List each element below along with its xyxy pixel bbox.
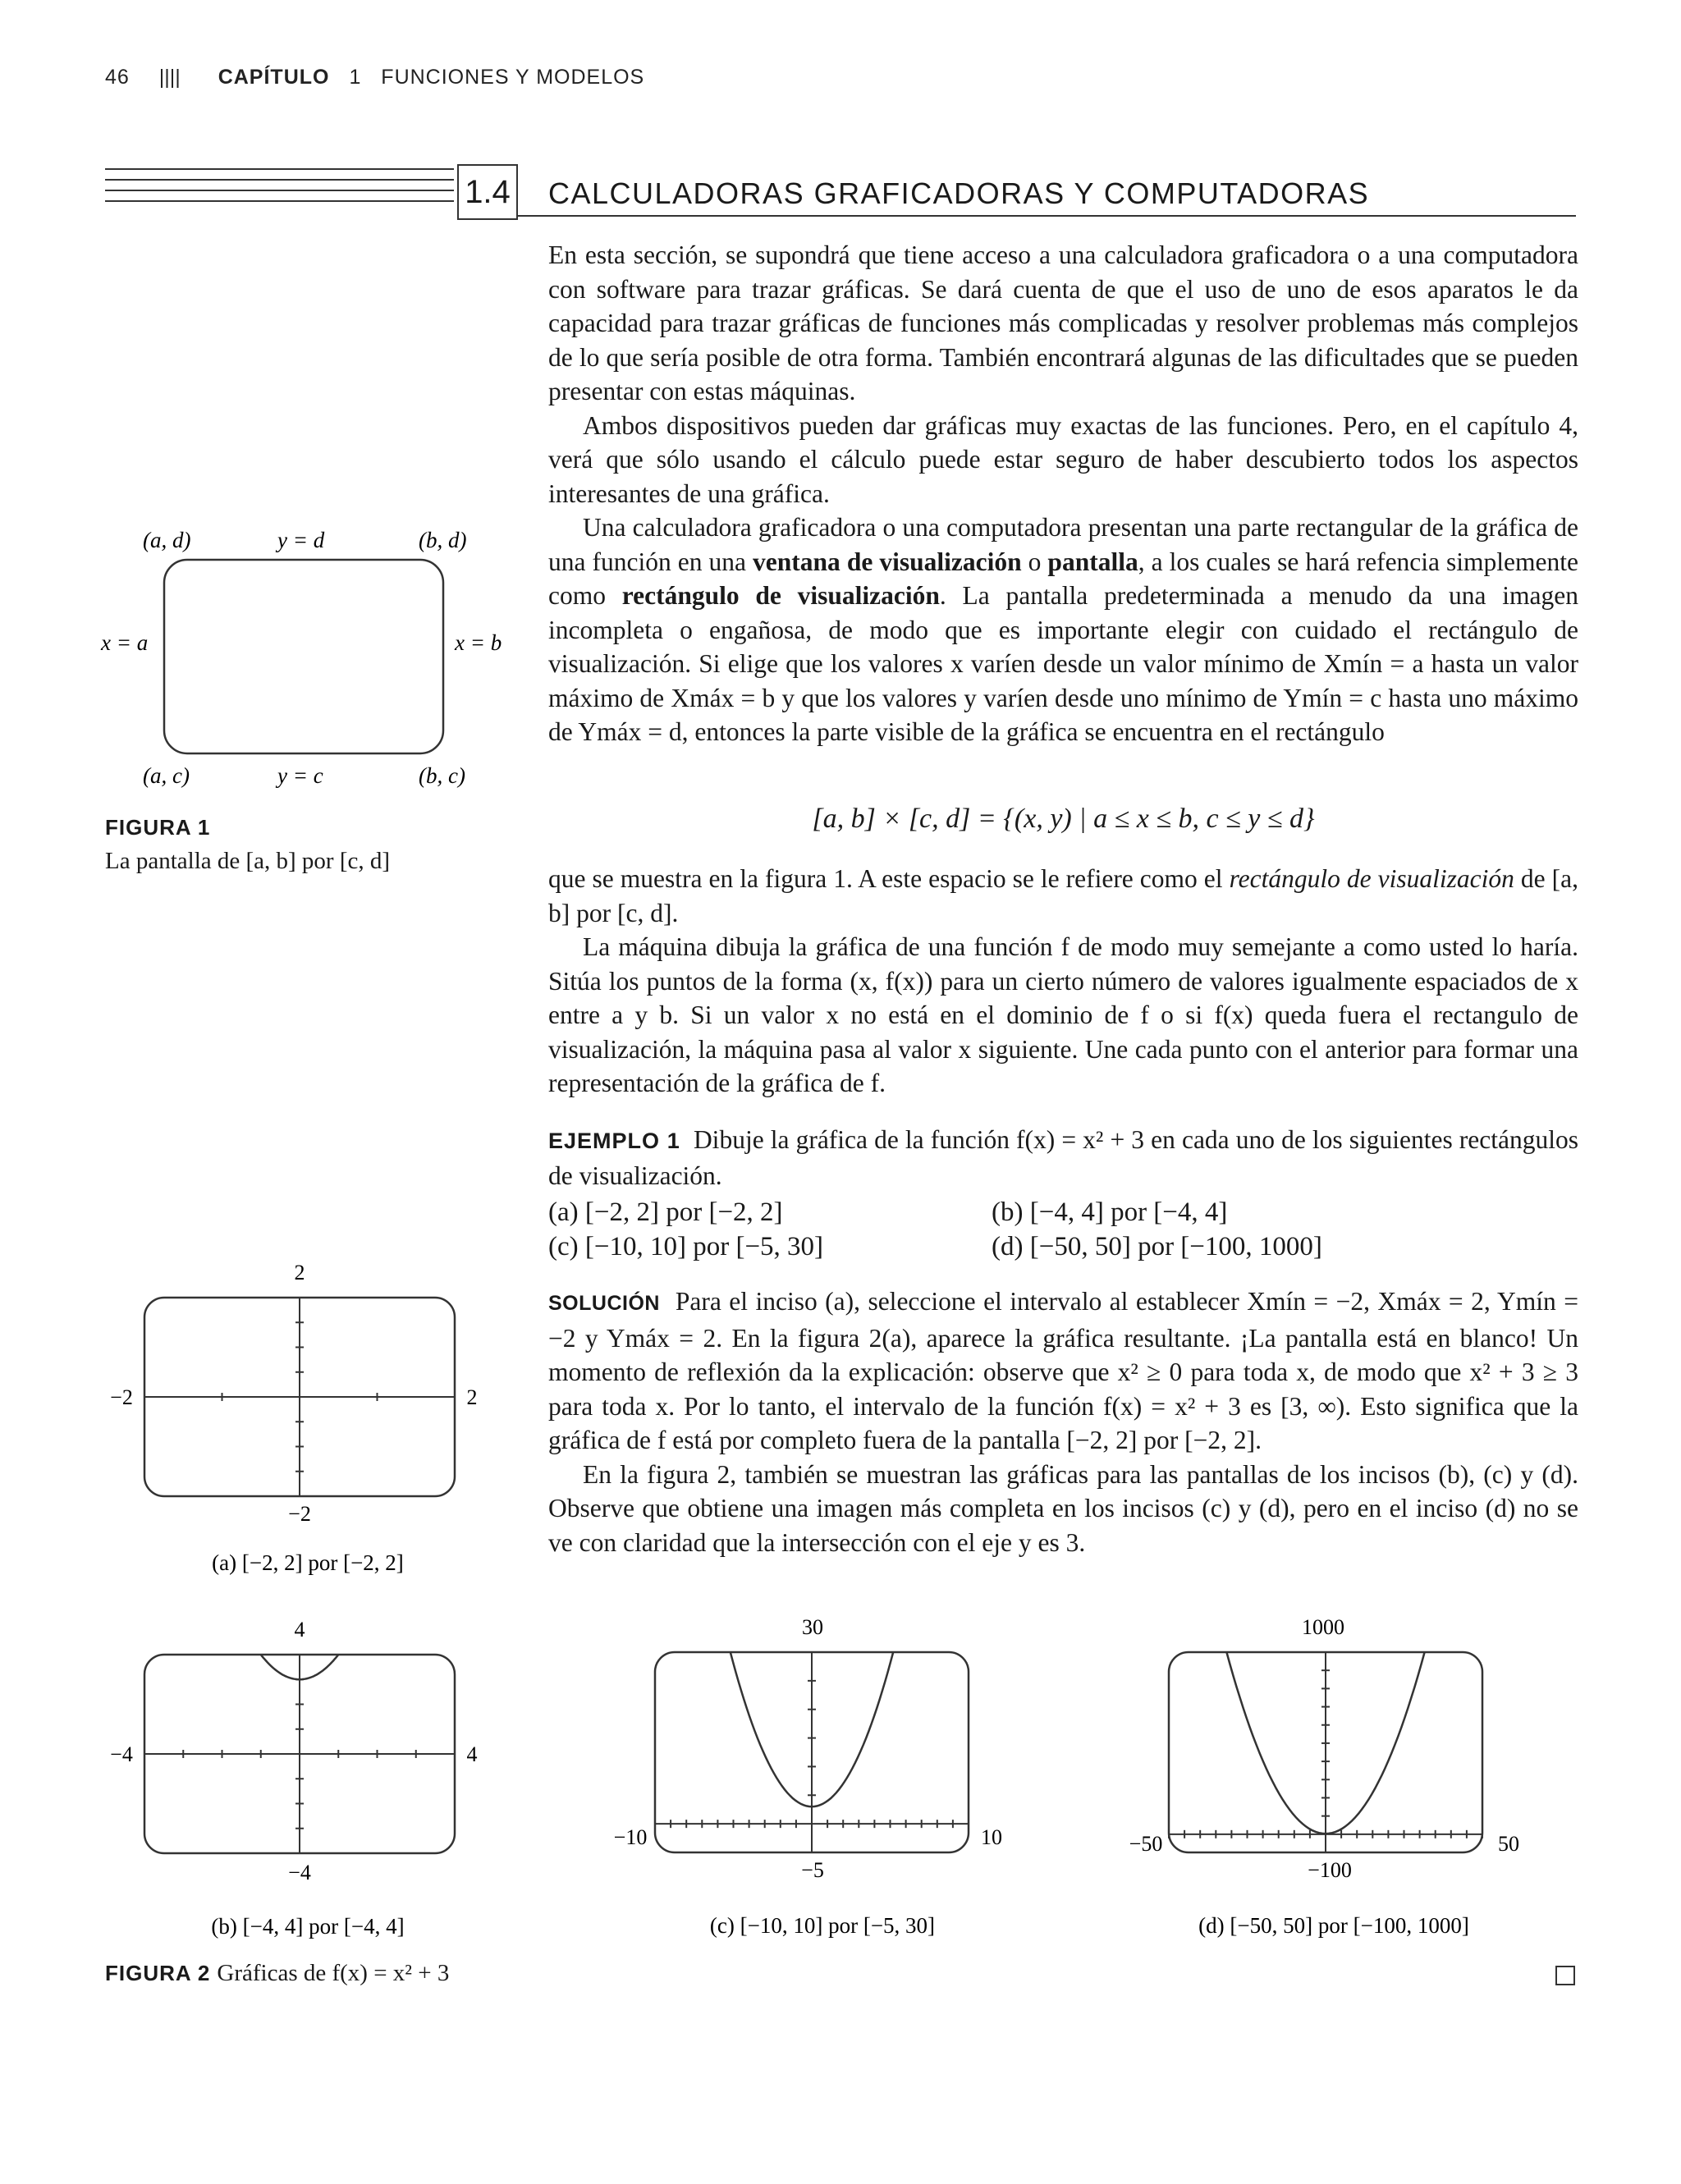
term-rectangulo: rectángulo de visualización xyxy=(621,581,940,610)
panel-b-bottom-label: −4 xyxy=(288,1861,311,1884)
label-y-c: y = c xyxy=(277,763,323,788)
solution-block xyxy=(548,1284,1578,1559)
paragraph-3: Una calculadora graficadora o una computadora presentan una parte rectangular de la gráfica de una función en una ventana de visualización o pantalla, a los cuales se hará refencia simplemente como rectángulo de visualización. La pantalla predeterminada a menudo da una imagen incompleta o engañosa, de modo que es importante elegir con cuidado el rectángulo de visualización. Si elige que los valores x varíen desde un valor mínimo de Xmín = a hasta un valor máximo de Xmáx = b y que los valores y varíen desde uno mínimo de Ymín = c hasta uno máximo de Ymáx = d, entonces la parte visible de la gráfica se encuentra en el rectángulo xyxy=(548,513,1579,746)
label-a-d: (a, d) xyxy=(143,528,191,552)
chapter-number: 1 xyxy=(349,66,362,89)
panel-b-caption: (b) [−4, 4] por [−4, 4] xyxy=(211,1914,405,1939)
panel-d-top-label: 1000 xyxy=(1302,1615,1344,1639)
panel-d-bottom-label: −100 xyxy=(1308,1858,1352,1882)
term-pantalla: pantalla xyxy=(1047,547,1138,576)
paragraph-4: que se muestra en la figura 1. A este espacio se le refiere como el rectángulo de visualización de [a, b] por [c, d]. xyxy=(548,864,1578,927)
term-ventana: ventana de visualización xyxy=(753,547,1022,576)
label-y-d: y = d xyxy=(277,528,325,552)
panel-a xyxy=(90,1260,501,1580)
section-decorative-lines xyxy=(105,168,454,217)
label-x-b: x = b xyxy=(455,630,502,655)
panel-b-axes xyxy=(144,1655,455,1853)
panel-d-left-label: −50 xyxy=(1129,1832,1163,1856)
body-text-top xyxy=(548,238,1578,749)
label-a-c: (a, c) xyxy=(143,763,190,788)
figure-1-diagram xyxy=(90,525,517,788)
header-bars: |||| xyxy=(158,66,181,89)
panel-c-bottom-label: −5 xyxy=(801,1858,824,1882)
section-rule xyxy=(517,215,1576,217)
figure-1-label: FIGURA 1 xyxy=(105,815,211,840)
chapter-title: FUNCIONES Y MODELOS xyxy=(381,66,645,89)
formula-rectangle: [a, b] × [c, d] = {(x, y) | a ≤ x ≤ b, c ≤ y ≤ d} xyxy=(812,804,1315,834)
label-x-a: x = a xyxy=(101,630,149,655)
term-rectangulo-italic: rectángulo de visualización xyxy=(1229,864,1514,893)
panel-b-top-label: 4 xyxy=(294,1618,305,1641)
panel-d-right-label: 50 xyxy=(1498,1832,1519,1856)
part-b: (b) [−4, 4] por [−4, 4] xyxy=(992,1197,1228,1227)
panel-c-caption: (c) [−10, 10] por [−5, 30] xyxy=(709,1913,936,1938)
paragraph-5: La máquina dibuja la gráfica de una función f de modo muy semejante a como usted lo haría. Sitúa los puntos de la forma (x, f(x)) para un cierto número de valores igualmente espaciados de x entre a y b. Si un valor x no está en el dominio de f o si f(x) queda fuera el rectangulo de visualización, la máquina pasa al valor x siguiente. Une cada punto con el anterior para formar una representación de la gráfica de f. xyxy=(548,932,1578,1097)
panel-b-left-label: −4 xyxy=(110,1742,133,1766)
label-b-d: (b, d) xyxy=(419,528,467,552)
panel-c-top-label: 30 xyxy=(802,1615,823,1639)
panel-c-left-label: −10 xyxy=(613,1825,648,1849)
panel-b xyxy=(90,1617,501,1945)
panel-a-axes xyxy=(144,1298,455,1496)
example-statement: EJEMPLO 1 Dibuje la gráfica de la función f(x) = x² + 3 en cada uno de los siguientes rectángulos de visualización. xyxy=(548,1125,1579,1190)
example-block xyxy=(548,1123,1578,1193)
panel-d-axes xyxy=(1169,1652,1482,1852)
panel-a-caption: (a) [−2, 2] por [−2, 2] xyxy=(212,1550,404,1575)
panel-a-top-label: 2 xyxy=(294,1261,305,1284)
running-header xyxy=(105,66,644,89)
paragraph-1: En esta sección, se supondrá que tiene acceso a una calculadora graficadora o a una computadora con software para trazar gráficas. Se dará cuenta de que el uso de uno de esos aparatos le da capacidad para trazar gráficas de funciones más complicadas y resolver problemas más complejos de lo que sería posible de otra forma. También encontrará algunas de las dificultades que se pueden presentar con estas máquinas. xyxy=(548,240,1578,405)
panel-a-right-label: 2 xyxy=(466,1385,478,1409)
page-number: 46 xyxy=(105,66,130,89)
example-label: EJEMPLO 1 xyxy=(548,1129,680,1153)
solution-paragraph-2: En la figura 2, también se muestran las gráficas para las pantallas de los incisos (b), (c) y (d). Observe que obtiene una imagen más completa en los incisos (c) y (d), pero en el inciso (d) no se ve con claridad que la intersección con el eje y es 3. xyxy=(548,1459,1578,1557)
panel-c-axes xyxy=(655,1652,969,1852)
panel-c xyxy=(599,1613,1026,1945)
body-text-middle xyxy=(548,862,1578,1101)
panel-b-right-label: 4 xyxy=(466,1742,478,1766)
part-d: (d) [−50, 50] por [−100, 1000] xyxy=(992,1232,1322,1261)
panel-d xyxy=(1116,1613,1576,1945)
chapter-label: CAPÍTULO xyxy=(218,66,330,89)
label-b-c: (b, c) xyxy=(419,763,465,788)
figure-2-caption-line xyxy=(105,1960,449,1987)
viewing-rectangle xyxy=(164,560,443,753)
figure-1-caption: La pantalla de [a, b] por [c, d] xyxy=(105,848,391,874)
figure-2-label: FIGURA 2 xyxy=(105,1961,211,1985)
part-c: (c) [−10, 10] por [−5, 30] xyxy=(548,1232,824,1261)
paragraph-2: Ambos dispositivos pueden dar gráficas muy exactas de las funciones. Pero, en el capítulo 4, verá que sólo usando el cálculo puede estar seguro de haber descubierto todos los aspectos interesantes de una gráfica. xyxy=(548,410,1578,508)
figure-2-caption: Gráficas de f(x) = x² + 3 xyxy=(217,1960,450,1986)
panel-a-bottom-label: −2 xyxy=(288,1502,311,1526)
panel-a-left-label: −2 xyxy=(110,1385,133,1409)
section-title: CALCULADORAS GRAFICADORAS Y COMPUTADORAS xyxy=(548,176,1370,210)
solution-paragraph-1: SOLUCIÓN Para el inciso (a), seleccione el intervalo al establecer Xmín = −2, Xmáx = 2, Ymín = −2 y Ymáx = 2. En la figura 2(a), aparece la gráfica resultante. ¡La pantalla está en blanco! Un momento de reflexión da la explicación: observe que x² ≥ 0 para toda x, de modo que x² + 3 ≥ 3 para toda x. Por lo tanto, el intervalo de la función f(x) = x² + 3 es [3, ∞). Esto significa que la gráfica de f está por completo fuera de la pantalla [−2, 2] por [−2, 2]. xyxy=(548,1287,1578,1454)
panel-d-caption: (d) [−50, 50] por [−100, 1000] xyxy=(1198,1913,1469,1938)
part-a: (a) [−2, 2] por [−2, 2] xyxy=(548,1197,783,1227)
panel-c-right-label: 10 xyxy=(981,1825,1002,1849)
section-number: 1.4 xyxy=(457,164,518,220)
end-of-solution-box xyxy=(1555,1966,1575,1985)
solution-label: SOLUCIÓN xyxy=(548,1292,660,1315)
